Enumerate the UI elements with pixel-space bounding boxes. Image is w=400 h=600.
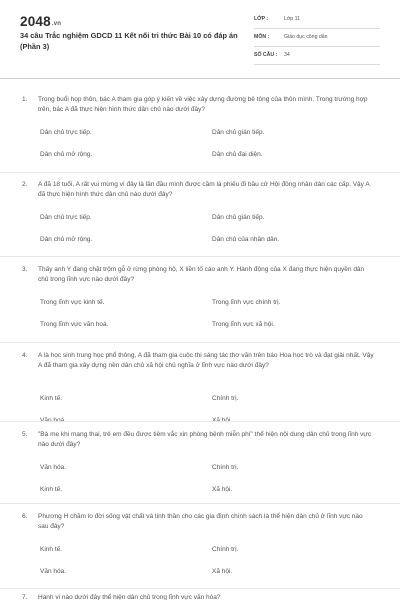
- answer-option[interactable]: Dân chủ trực tiếp.: [40, 129, 92, 136]
- answer-option[interactable]: Kinh tế.: [40, 486, 63, 493]
- question-3: [22, 265, 382, 337]
- answer-option[interactable]: Trong lĩnh vực xã hội.: [212, 321, 275, 328]
- question-5: [22, 430, 382, 502]
- question-number: 2.: [22, 181, 28, 188]
- answer-option[interactable]: Xã hội.: [212, 417, 233, 424]
- answer-option[interactable]: Dân chủ gián tiếp.: [212, 129, 265, 136]
- answer-option[interactable]: Dân chủ trực tiếp.: [40, 214, 92, 221]
- question-number: 4.: [22, 352, 28, 359]
- answer-option[interactable]: Chính trị.: [212, 395, 239, 402]
- question-divider: [0, 172, 400, 173]
- question-text: Thấy anh Y đang chặt trộm gỗ ở rừng phòng hộ, X liền tố cáo anh Y. Hành động của X đang thực hiện quyền dân chủ trong lĩnh vực nào dưới đây?: [38, 266, 365, 283]
- question-divider: [0, 588, 400, 589]
- answer-option[interactable]: Chính trị.: [212, 464, 239, 471]
- site-logo[interactable]: [20, 14, 61, 29]
- answer-option[interactable]: Dân chủ của nhân dân.: [212, 236, 280, 243]
- page-header: [0, 0, 400, 74]
- question-text: Trong buổi họp thôn, bác A tham gia góp ý kiến về việc xây dựng đường bê tông của thôn mình. Trong trường hợp trên, bác A đã thực hiện hình thức dân chủ nào dưới đây?: [38, 96, 368, 113]
- answer-option[interactable]: Xã hội.: [212, 568, 233, 575]
- question-text: "Bà mẹ khi mang thai, trẻ em đều được tiêm vắc xin phòng bệnh miễn phí" thể hiện nội dung dân chủ trong lĩnh vực nào dưới đây?: [38, 431, 372, 448]
- answer-option[interactable]: Dân chủ mở rộng.: [40, 236, 93, 243]
- question-number: 6.: [22, 513, 28, 520]
- answer-option[interactable]: Dân chủ gián tiếp.: [212, 214, 265, 221]
- question-text: Phương H chăm lo đời sống vật chất và tinh thần cho các gia đình chính sách là thể hiện dân chủ ở lĩnh vực nào sau đây?: [38, 513, 363, 530]
- meta-label: SỐ CÂU :: [254, 52, 278, 58]
- answer-option[interactable]: Dân chủ đại diện.: [212, 151, 263, 158]
- logo-main: 2048: [20, 14, 51, 29]
- document-meta: [254, 13, 380, 67]
- answer-option[interactable]: Trong lĩnh vực chính trị.: [212, 299, 281, 306]
- question-divider: [0, 503, 400, 504]
- answer-options: [22, 200, 382, 252]
- answer-options: [22, 381, 382, 433]
- question-divider: [0, 342, 400, 343]
- answer-options: [22, 285, 382, 337]
- question-number: 7.: [22, 594, 28, 600]
- question-1: [22, 95, 382, 167]
- answer-options: [22, 532, 382, 584]
- meta-row-subject: [254, 31, 380, 47]
- question-divider: [0, 421, 400, 422]
- question-number: 5.: [22, 431, 28, 438]
- question-text: A đã 18 tuổi, A rất vui mừng vì đây là lần đầu mình được cầm lá phiếu đi bầu cử Hội đồng nhân dân các cấp. Vậy A đã thực hiện hình thức dân chủ nào dưới đây?: [38, 181, 370, 198]
- answer-option[interactable]: Xã hội.: [212, 486, 233, 493]
- question-7: [22, 593, 382, 600]
- meta-value: Lớp 11: [284, 16, 300, 22]
- answer-option[interactable]: Kinh tế.: [40, 546, 63, 553]
- answer-options: [22, 450, 382, 502]
- meta-label: MÔN :: [254, 34, 270, 40]
- meta-row-class: [254, 13, 380, 29]
- answer-option[interactable]: Văn hóa.: [40, 568, 67, 575]
- question-6: [22, 512, 382, 584]
- question-2: [22, 180, 382, 252]
- answer-option[interactable]: Trong lĩnh vực kinh tế.: [40, 299, 105, 306]
- meta-row-count: [254, 49, 380, 65]
- answer-option[interactable]: Trong lĩnh vực văn hoá.: [40, 321, 109, 328]
- answer-option[interactable]: Dân chủ mở rộng.: [40, 151, 93, 158]
- meta-value: Giáo dục công dân: [284, 34, 328, 40]
- answer-option[interactable]: Văn hoá.: [40, 417, 67, 424]
- answer-option[interactable]: Chính trị.: [212, 546, 239, 553]
- meta-label: LỚP :: [254, 16, 269, 22]
- question-text: Hành vi nào dưới đây thể hiện dân chủ trong lĩnh vực văn hóa?: [38, 594, 221, 600]
- question-number: 1.: [22, 96, 28, 103]
- logo-suffix: .vn: [51, 21, 62, 27]
- answer-option[interactable]: Kinh tế.: [40, 395, 63, 402]
- answer-options: [22, 115, 382, 167]
- question-text: A là học sinh trung học phổ thông, A đã tham gia cuộc thi sáng tác thơ văn trên báo Hoa học trò và đạt giải nhất. Vậy A đã tham gia xây dựng nền dân chủ xã hội chủ nghĩa ở lĩnh vực nào dưới đây?: [38, 352, 374, 369]
- header-divider: [0, 78, 400, 79]
- question-divider: [0, 256, 400, 257]
- question-number: 3.: [22, 266, 28, 273]
- answer-option[interactable]: Văn hóa.: [40, 464, 67, 471]
- meta-value: 34: [284, 52, 290, 58]
- document-title: 34 câu Trắc nghiệm GDCD 11 Kết nối tri thức Bài 10 có đáp án (Phần 3): [20, 31, 238, 51]
